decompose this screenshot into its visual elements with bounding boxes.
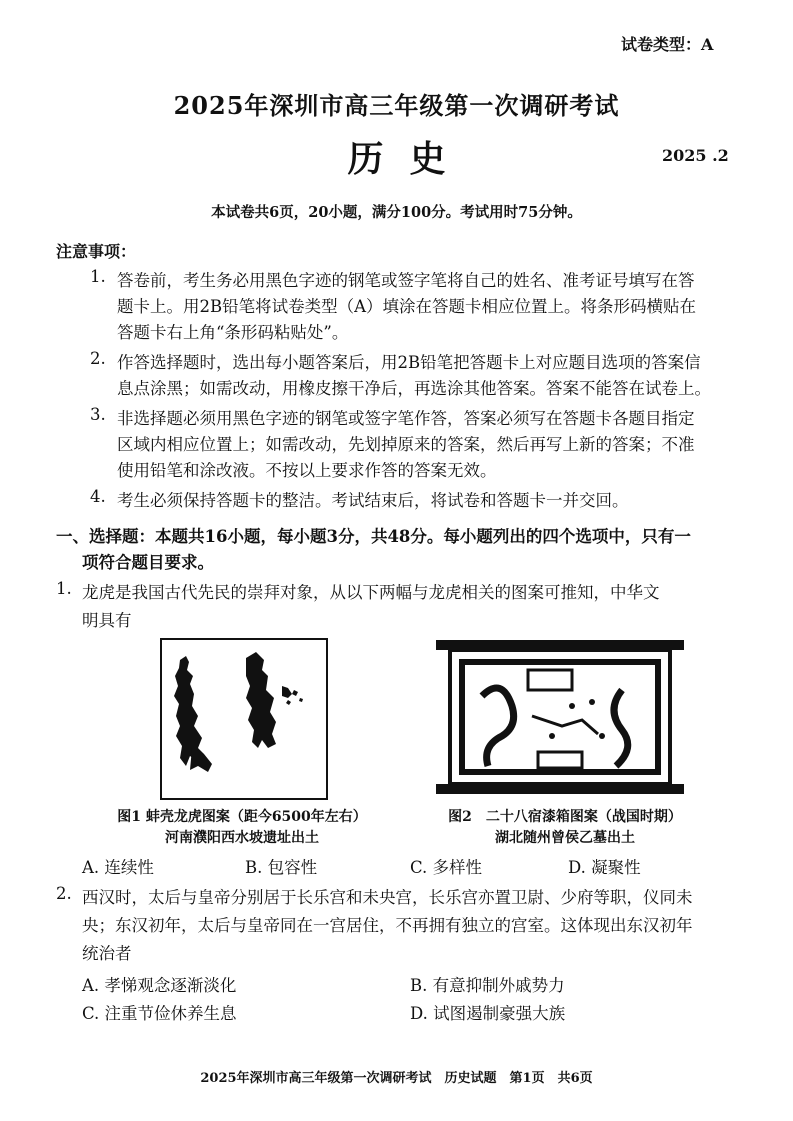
section-title: 一、选择题：本题共16小题，每小题3分，共48分。每小题列出的四个选项中，只有一: [56, 527, 691, 546]
option-letter: A.: [82, 976, 100, 995]
lacquer-box-pattern-icon: [432, 636, 688, 798]
question-stem: 央；东汉初年，太后与皇帝同在一宫居住，不再拥有独立的宫室。这体现出东汉初年: [82, 916, 693, 935]
exam-date: 2025 .2: [662, 146, 729, 165]
option-a: [82, 972, 236, 996]
option-c: [82, 1000, 237, 1024]
notice-line: 答题卡右上角“条形码粘贴处”。: [117, 323, 349, 342]
option-text: 注重节俭休养生息: [104, 1004, 237, 1023]
question-stem: 龙虎是我国古代先民的崇拜对象，从以下两幅与龙虎相关的图案可推知，中华文: [82, 583, 660, 602]
notice-line: 考生必须保持答题卡的整洁。考试结束后，将试卷和答题卡一并交回。: [117, 491, 629, 510]
dragon-tiger-shell-pattern-icon: [162, 640, 326, 798]
notice-item-number: 1.: [90, 267, 106, 286]
option-text: 多样性: [432, 858, 483, 877]
option-letter: A.: [82, 858, 100, 877]
option-d: [410, 1000, 565, 1024]
notice-item-number: 4.: [90, 487, 106, 506]
option-text: 凝聚性: [591, 858, 641, 877]
figure-2-image: [432, 636, 688, 798]
option-text: 有意抑制外戚势力: [432, 976, 565, 995]
notice-line: 答卷前，考生务必用黑色字迹的钢笔或签字笔将自己的姓名、准考证号填写在答: [117, 271, 695, 290]
notice-line: 非选择题必须用黑色字迹的钢笔或签字笔作答，答案必须写在答题卡各题目指定: [117, 409, 695, 428]
option-c: [410, 854, 482, 878]
option-letter: C.: [82, 1004, 100, 1023]
option-text: 试图遏制豪强大族: [433, 1004, 566, 1023]
option-text: 孝悌观念逐渐淡化: [104, 976, 237, 995]
notice-line: 使用铅笔和涂改液。不按以上要求作答的答案无效。: [117, 461, 497, 480]
paper-type-label: 试卷类型：A: [621, 35, 714, 54]
question-number: 2.: [56, 884, 72, 903]
figure-2-caption: 湖北随州曾侯乙墓出土: [495, 830, 635, 846]
option-letter: D.: [410, 1004, 428, 1023]
question-stem: 统治者: [82, 944, 132, 963]
question-stem: 西汉时，太后与皇帝分别居于长乐宫和未央宫，长乐宫亦置卫尉、少府等职，仪同未: [82, 888, 693, 907]
notice-line: 题卡上。用2B铅笔将试卷类型（A）填涂在答题卡相应位置上。将条形码横贴在: [117, 297, 697, 316]
option-text: 包容性: [267, 858, 318, 877]
exam-title: 2025年深圳市高三年级第一次调研考试: [173, 91, 620, 120]
figure-1-caption: 河南濮阳西水坡遗址出土: [165, 830, 319, 846]
section-title: 项符合题目要求。: [82, 553, 214, 572]
option-letter: B.: [410, 976, 428, 995]
option-letter: C.: [410, 858, 428, 877]
option-letter: B.: [245, 858, 263, 877]
notice-item-number: 2.: [90, 349, 106, 368]
option-letter: D.: [568, 858, 586, 877]
figure-2-caption: 图2 二十八宿漆箱图案（战国时期）: [448, 809, 682, 825]
question-stem: 明具有: [82, 611, 132, 630]
notice-line: 作答选择题时，选出每小题答案后，用2B铅笔把答题卡上对应题目选项的答案信: [117, 353, 701, 372]
notice-heading: 注意事项：: [56, 242, 137, 261]
option-b: [410, 972, 565, 996]
figure-1-image: [160, 638, 328, 800]
option-b: [245, 854, 317, 878]
subject-title: 历史: [347, 138, 472, 180]
option-d: [568, 854, 641, 878]
option-a: [82, 854, 154, 878]
figure-1-caption: 图1 蚌壳龙虎图案（距今6500年左右）: [117, 809, 367, 825]
notice-item-number: 3.: [90, 405, 106, 424]
page-footer: 2025年深圳市高三年级第一次调研考试 历史试题 第1页 共6页: [200, 1071, 593, 1086]
notice-line: 息点涂黑；如需改动，用橡皮擦干净后，再选涂其他答案。答案不能答在试卷上。: [117, 379, 711, 398]
question-number: 1.: [56, 579, 72, 598]
option-text: 连续性: [104, 858, 154, 877]
notice-line: 区域内相应位置上；如需改动，先划掉原来的答案，然后再写上新的答案；不准: [117, 435, 695, 454]
paper-info: 本试卷共6页，20小题，满分100分。考试用时75分钟。: [211, 204, 582, 221]
